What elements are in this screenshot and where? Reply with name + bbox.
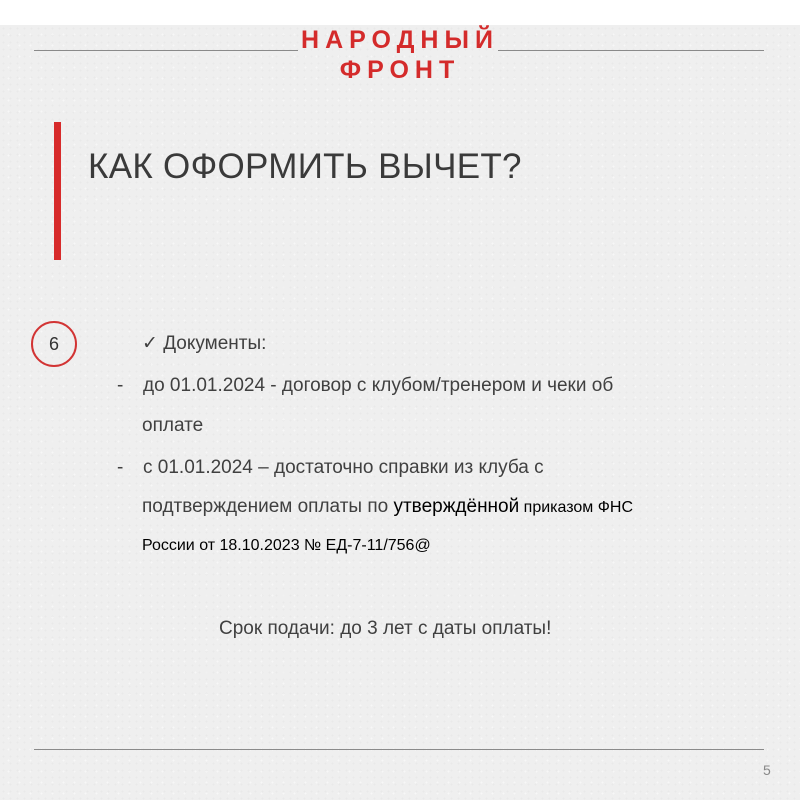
item-2-line-2-c: приказом ФНС bbox=[519, 499, 634, 516]
logo bbox=[300, 25, 500, 85]
list-bullet-1: - bbox=[117, 375, 124, 396]
header-line-right bbox=[498, 50, 764, 51]
deadline-text: Срок подачи: до 3 лет с даты оплаты! bbox=[219, 618, 552, 639]
footer-line bbox=[34, 749, 764, 750]
item-2-line-2-a: подтверждением оплаты по bbox=[142, 496, 394, 517]
slide bbox=[0, 25, 800, 800]
title-accent-bar bbox=[54, 122, 61, 260]
item-1-line-2: оплате bbox=[142, 415, 204, 436]
item-1-line-1: до 01.01.2024 - договор с клубом/тренером и чеки об bbox=[143, 375, 614, 396]
page-number: 5 bbox=[763, 762, 771, 778]
step-number-badge bbox=[31, 321, 77, 367]
page-title: КАК ОФОРМИТЬ ВЫЧЕТ? bbox=[88, 147, 522, 186]
logo-line-2: ФРОНТ bbox=[339, 56, 461, 84]
item-2-line-2 bbox=[142, 496, 633, 518]
logo-line-1: НАРОДНЫЙ bbox=[301, 26, 499, 54]
header-line-left bbox=[34, 50, 298, 51]
item-2-line-3: России от 18.10.2023 № ЕД-7-11/756@ bbox=[142, 537, 431, 554]
item-2-line-1: с 01.01.2024 – достаточно справки из клуба с bbox=[143, 457, 544, 478]
list-bullet-2: - bbox=[117, 457, 124, 478]
item-2-line-2-b: утверждённой bbox=[393, 496, 520, 517]
step-number: 6 bbox=[48, 333, 59, 354]
documents-heading: ✓ Документы: bbox=[142, 333, 267, 354]
